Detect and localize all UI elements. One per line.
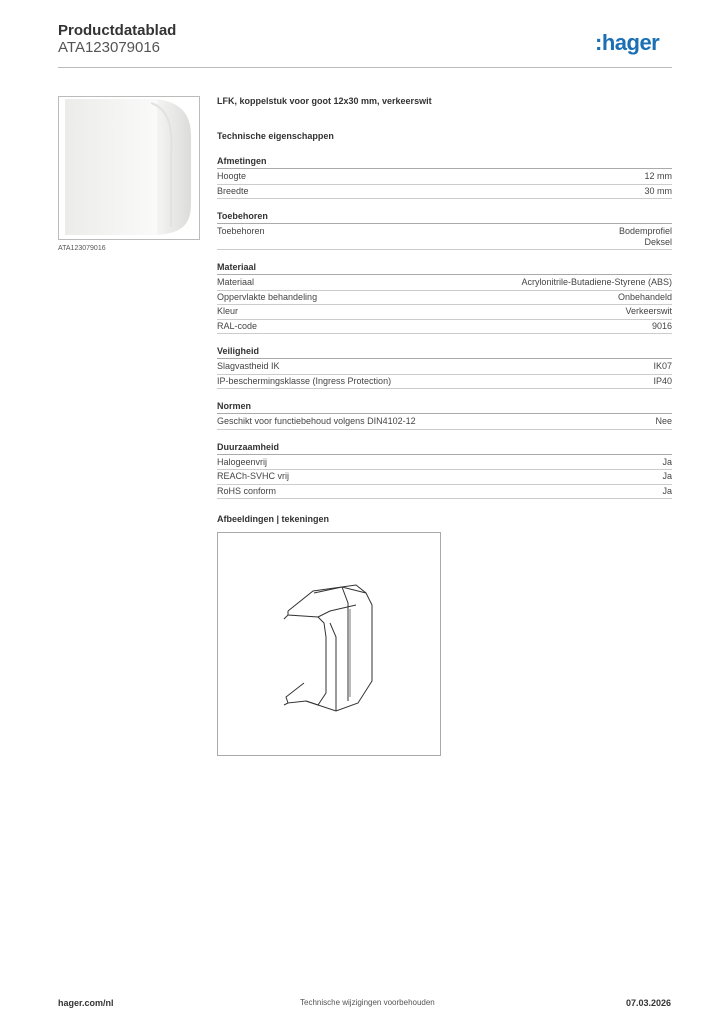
section-title: Veiligheid	[217, 346, 260, 356]
row-divider	[217, 319, 672, 320]
product-photo	[59, 97, 199, 239]
spec-label: Slagvastheid IK	[217, 361, 280, 371]
row-divider	[217, 498, 672, 499]
spec-value: 30 mm	[644, 185, 672, 196]
spec-label: RoHS conform	[217, 485, 277, 496]
section-divider	[217, 168, 672, 169]
section-divider	[217, 358, 672, 359]
spec-label: REACh-SVHC vrij	[217, 471, 290, 481]
footer-disclaimer: Technische wijzigingen voorbehouden	[300, 998, 435, 1007]
spec-label: Toebehoren	[217, 226, 265, 236]
row-divider	[217, 249, 672, 250]
spec-label: IP-beschermingsklasse (Ingress Protection)	[217, 375, 392, 386]
header-divider	[58, 67, 672, 68]
footer-website[interactable]: hager.com/nl	[58, 998, 114, 1008]
section-title: Normen	[217, 401, 252, 411]
spec-label: Halogeenvrij	[217, 456, 268, 467]
product-code: ATA123079016	[58, 39, 161, 56]
section-title: Materiaal	[217, 262, 257, 272]
section-divider	[217, 223, 672, 224]
document-title: Productdatablad	[58, 22, 177, 39]
spec-value: Nee	[655, 416, 672, 426]
section-divider	[217, 413, 672, 414]
spec-value: Ja	[662, 485, 672, 496]
coupling-piece-drawing	[218, 533, 440, 755]
row-divider	[217, 198, 672, 199]
row-divider	[217, 469, 672, 470]
row-divider	[217, 304, 672, 305]
spec-label: Hoogte	[217, 171, 247, 181]
spec-value: 9016	[651, 320, 672, 331]
spec-value: Ja	[662, 456, 672, 467]
spec-value-secondary: Deksel	[644, 237, 672, 247]
spec-label: Kleur	[217, 306, 239, 316]
drawings-heading: Afbeeldingen | tekeningen	[217, 514, 330, 524]
spec-value: Verkeerswit	[625, 306, 672, 316]
spec-value: IP40	[653, 375, 672, 386]
footer-date: 07.03.2026	[626, 998, 672, 1008]
section-divider	[217, 454, 672, 455]
spec-label: RAL-code	[217, 320, 258, 331]
product-image-caption: ATA123079016	[58, 245, 106, 252]
section-title: Duurzaamheid	[217, 441, 280, 452]
hager-logo: :hager	[595, 30, 660, 55]
spec-value: Acrylonitrile-Butadiene-Styrene (ABS)	[521, 277, 672, 287]
row-divider	[217, 374, 672, 375]
spec-value: IK07	[653, 361, 672, 371]
section-divider	[217, 274, 672, 275]
spec-value: 12 mm	[644, 171, 672, 181]
spec-label: Breedte	[217, 185, 249, 196]
technical-drawing	[217, 532, 441, 756]
spec-label: Geschikt voor functiebehoud volgens DIN4102-12	[217, 416, 416, 426]
row-divider	[217, 333, 672, 334]
spec-label: Oppervlakte behandeling	[217, 291, 318, 302]
product-image	[58, 96, 200, 240]
spec-value: Bodemprofiel	[618, 226, 672, 236]
row-divider	[217, 388, 672, 389]
spec-value: Ja	[662, 471, 672, 481]
row-divider	[217, 184, 672, 185]
section-title: Afmetingen	[217, 156, 267, 166]
row-divider	[217, 429, 672, 430]
technical-properties-heading: Technische eigenschappen	[217, 131, 334, 141]
section-title: Toebehoren	[217, 211, 268, 221]
row-divider	[217, 290, 672, 291]
spec-label: Materiaal	[217, 277, 255, 287]
row-divider	[217, 484, 672, 485]
product-description: LFK, koppelstuk voor goot 12x30 mm, verkeerswit	[217, 96, 432, 106]
spec-value: Onbehandeld	[617, 291, 672, 302]
